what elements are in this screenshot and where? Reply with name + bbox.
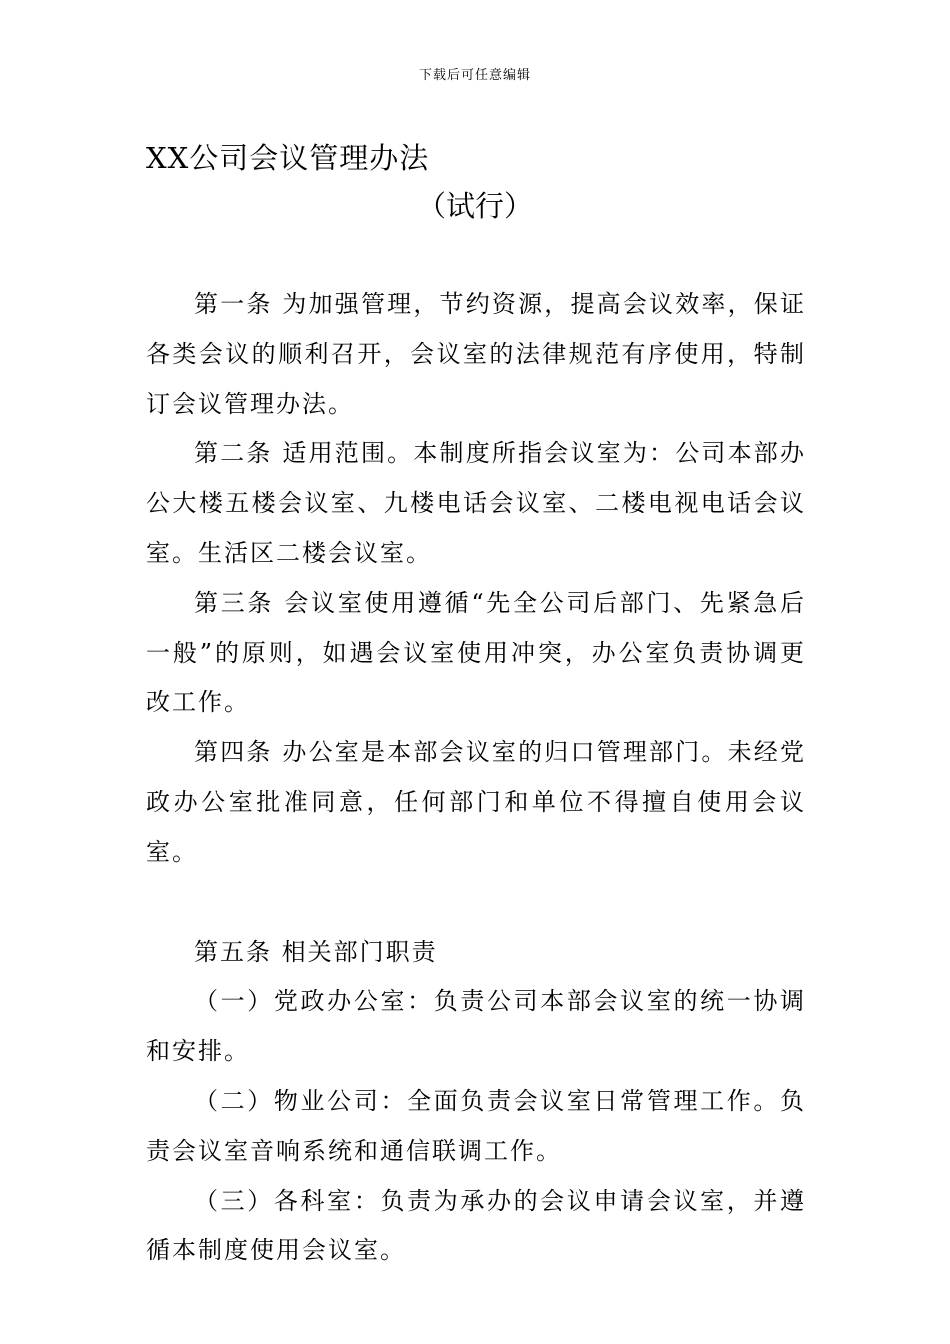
document-title: XX公司会议管理办法 bbox=[146, 141, 430, 175]
document-subtitle: （试行） bbox=[416, 189, 533, 223]
paragraph-gap bbox=[146, 878, 806, 928]
article-4: 第四条 办公室是本部会议室的归口管理部门。未经党政办公室批准同意，任何部门和单位不得擅自使用会议室。 bbox=[146, 738, 806, 866]
article-1: 第一条 为加强管理，节约资源，提高会议效率，保证各类会议的顺利召开，会议室的法律规范有序使用，特制订会议管理办法。 bbox=[146, 290, 806, 418]
article-5-item-2: （二）物业公司：全面负责会议室日常管理工作。负责会议室音响系统和通信联调工作。 bbox=[146, 1086, 806, 1165]
article-3: 第三条 会议室使用遵循“先全公司后部门、先紧急后一般”的原则，如遇会议室使用冲突，办公室负责协调更改工作。 bbox=[146, 588, 806, 717]
article-2: 第二条 适用范围。本制度所指会议室为：公司本部办公大楼五楼会议室、九楼电话会议室、二楼电视电话会议室。生活区二楼会议室。 bbox=[146, 439, 806, 567]
article-5-item-1: （一）党政办公室：负责公司本部会议室的统一协调和安排。 bbox=[146, 987, 806, 1066]
article-5-item-3: （三）各科室：负责为承办的会议申请会议室，并遵循本制度使用会议室。 bbox=[146, 1186, 806, 1265]
article-5-heading: 第五条 相关部门职责 bbox=[194, 937, 438, 966]
document-body bbox=[146, 280, 806, 1276]
page-header: 下载后可任意编辑 bbox=[418, 68, 531, 83]
